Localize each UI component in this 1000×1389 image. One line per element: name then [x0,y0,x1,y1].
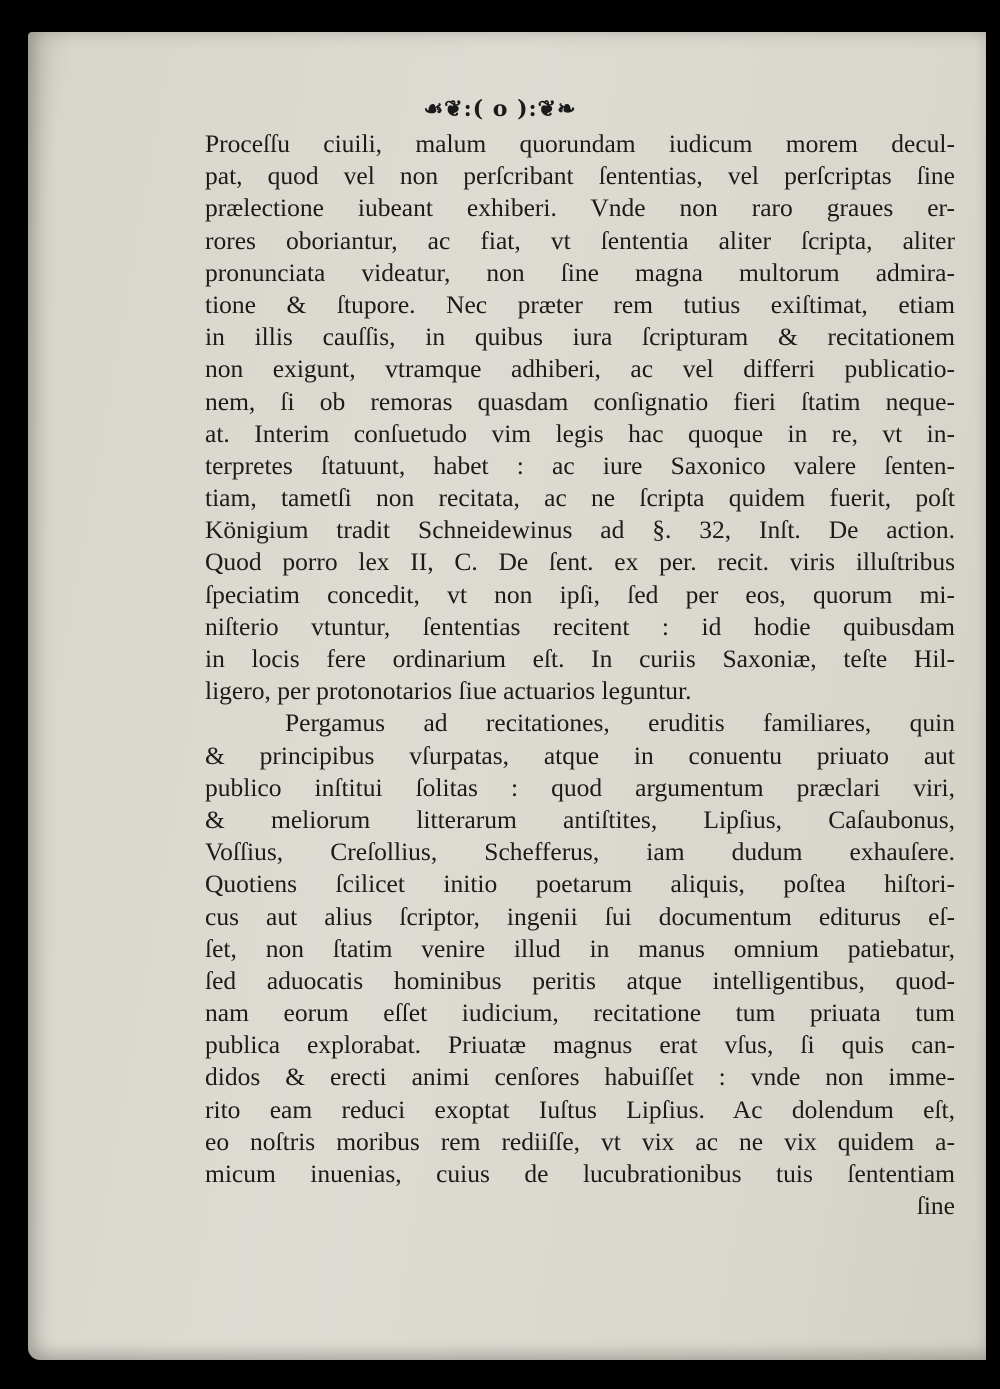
text-line: terpretes ſtatuunt, habet : ac iure Saxonico valere ſenten- [205,450,955,480]
text-line: non exigunt, vtramque adhiberi, ac vel differri publicatio- [205,354,955,384]
text-line: publico inſtitui ſolitas : quod argumentum præclari viri, [205,772,955,802]
text-line: didos & erecti animi cenſores habuiſſet : vnde non imme- [205,1062,955,1092]
text-line: & meliorum litterarum antiſtites, Lipſius, Caſaubonus, [205,804,955,834]
text-line: publica explorabat. Priuatæ magnus erat vſus, ſi quis can- [205,1030,955,1060]
text-line: pat, quod vel non perſcribant ſententias, vel perſcriptas ſine [205,161,955,191]
body-text [205,128,955,1222]
text-line: pronunciata videatur, non ſine magna multorum admira- [205,257,955,287]
text-line: ligero, per protonotarios ſiue actuarios leguntur. [205,676,692,706]
text-line: prælectione iubeant exhiberi. Vnde non raro graues er- [205,193,955,223]
text-line: ſpeciatim concedit, vt non ipſi, ſed per eos, quorum mi- [205,579,955,609]
text-line: Proceſſu ciuili, malum quorundam iudicum morem decul- [205,129,955,158]
text-line: Voſſius, Creſollius, Schefferus, iam dudum exhauſere. [205,837,955,867]
text-line: in locis fere ordinarium eſt. In curiis Saxoniæ, teſte Hil- [205,644,955,673]
text-line: nem, ſi ob remoras quasdam conſignatio fieri ſtatim neque- [205,386,955,416]
text-line: Quotiens ſcilicet initio poetarum aliquis, poſtea hiſtori- [205,869,955,899]
text-line: tione & ſtupore. Nec præter rem tutius exiſtimat, etiam [205,289,955,319]
text-line: Pergamus ad recitationes, eruditis familiares, quin [285,708,955,738]
text-line: ſet, non ſtatim venire illud in manus omnium patiebatur, [205,933,955,963]
text-line: tiam, tametſi non recitata, ac ne ſcripta quidem fuerit, poſt [205,483,955,513]
text-line: ſed aduocatis hominibus peritis atque intelligentibus, quod- [205,965,955,995]
text-line: rores oboriantur, ac fiat, vt ſententia aliter ſcripta, aliter [205,225,955,255]
text-line: eo noſtris moribus rem rediiſſe, vt vix ac ne vix quidem a- [205,1126,955,1156]
text-line: cus aut alius ſcriptor, ingenii ſui documentum editurus eſ- [205,901,955,931]
text-line: in illis cauſſis, in quibus iura ſcripturam & recitationem [205,322,955,352]
text-line: rito eam reduci exoptat Iuſtus Lipſius. Ac dolendum eſt, [205,1094,955,1124]
text-line: Quod porro lex II, C. De ſent. ex per. recit. viris illuſtribus [205,547,955,577]
text-line: niſterio vtuntur, ſententias recitent : id hodie quibusdam [205,611,955,641]
catchword: ſine [916,1191,955,1221]
text-line: at. Interim conſuetudo vim legis hac quoque in re, vt in- [205,418,955,448]
text-line: nam eorum eſſet iudicium, recitatione tum priuata tum [205,998,955,1028]
text-line: & principibus vſurpatas, atque in conuentu priuato aut [205,740,955,770]
text-line: Kӧnigium tradit Schneidewinus ad §. 32, Inſt. De action. [205,515,955,545]
text-line: micum inuenias, cuius de lucubrationibus tuis ſententiam [205,1159,955,1188]
running-head: ☙❦:( o ):❦❧ [423,96,577,122]
